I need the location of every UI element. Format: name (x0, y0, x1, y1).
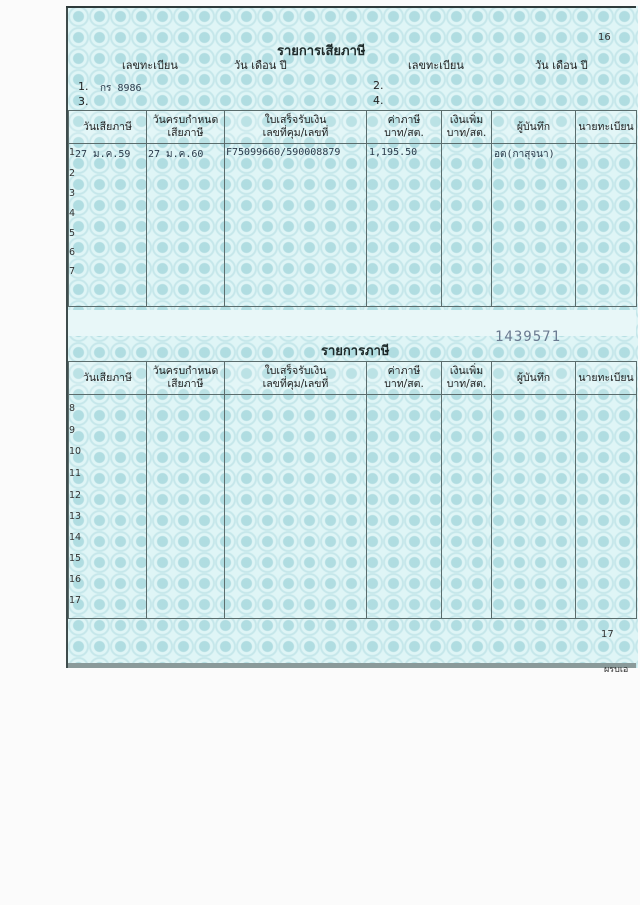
section2-title: รายการภาษี (321, 344, 390, 359)
row-number: 1 (69, 147, 76, 158)
row-number: 6 (69, 247, 76, 258)
row-number: 10 (69, 446, 82, 457)
table2-body (69, 395, 637, 619)
row-number: 4 (69, 208, 76, 219)
section1-title: รายการเสียภาษี (277, 44, 366, 59)
header-surcharge: เงินเพิ่ม บาท/สต. (442, 362, 492, 395)
header-due-date: วันครบกำหนด เสียภาษี (147, 362, 225, 395)
row-number: 16 (69, 574, 82, 585)
reg-label-left: เลขทะเบียน (122, 59, 178, 72)
header-receipt: ใบเสร็จรับเงิน เลขที่คุม/เลขที่ (225, 362, 367, 395)
header-tax-amount: ค่าภาษี บาท/สต. (367, 362, 442, 395)
cell-tax-amount: 1,195.50 (369, 147, 418, 158)
table1-header-row (69, 111, 637, 144)
row-number: 7 (69, 266, 76, 277)
sheet-top-edge (66, 6, 636, 8)
header-recorder: ผู้บันทึก (492, 111, 576, 144)
header-recorder: ผู้บันทึก (492, 362, 576, 395)
row-number: 15 (69, 553, 82, 564)
header-tax-amount: ค่าภาษี บาท/สต. (367, 111, 442, 144)
row-number: 3 (69, 188, 76, 199)
header-registrar: นายทะเบียน (576, 362, 637, 395)
row-number: 13 (69, 511, 82, 522)
table2-header-row (69, 362, 637, 395)
serial-number-stamp: 1439571 (495, 329, 562, 345)
cell-recorder: อต(กาสุจนา) (494, 149, 555, 160)
cell-receipt-number: F75099660/590008879 (226, 147, 341, 158)
cell-tax-date: 27 ม.ค.59 (75, 149, 131, 160)
page-number-bottom: 17 (601, 629, 614, 640)
header-due-date: วันครบกำหนด เสียภาษี (147, 111, 225, 144)
entry-1-number: 1. (78, 80, 89, 93)
table1-body (69, 144, 637, 307)
header-tax-date: วันเสียภาษี (69, 362, 147, 395)
sheet-bottom-edge (68, 663, 636, 668)
tax-payment-table-1 (68, 110, 637, 307)
tax-payment-table-2 (68, 361, 637, 619)
row-number: 11 (69, 468, 82, 479)
entry-3-number: 3. (78, 95, 89, 108)
row-number: 17 (69, 595, 82, 606)
entry-1-plate: กร 8986 (100, 83, 142, 94)
footer-fragment: ผรบเอ (604, 665, 629, 675)
row-number: 2 (69, 168, 76, 179)
header-registrar: นายทะเบียน (576, 111, 637, 144)
date-label-right: วัน เดือน ปี (535, 59, 588, 72)
cell-due-date: 27 ม.ค.60 (148, 149, 204, 160)
row-number: 8 (69, 403, 76, 414)
entry-2-number: 2. (373, 79, 384, 92)
row-number: 12 (69, 490, 82, 501)
header-surcharge: เงินเพิ่ม บาท/สต. (442, 111, 492, 144)
entry-4-number: 4. (373, 94, 384, 107)
page-number-top: 16 (598, 32, 611, 43)
row-number: 9 (69, 425, 76, 436)
reg-label-right: เลขทะเบียน (408, 59, 464, 72)
date-label-left: วัน เดือน ปี (234, 59, 287, 72)
row-number: 14 (69, 532, 82, 543)
header-receipt: ใบเสร็จรับเงิน เลขที่คุม/เลขที่ (225, 111, 367, 144)
row-number: 5 (69, 228, 76, 239)
header-tax-date: วันเสียภาษี (69, 111, 147, 144)
